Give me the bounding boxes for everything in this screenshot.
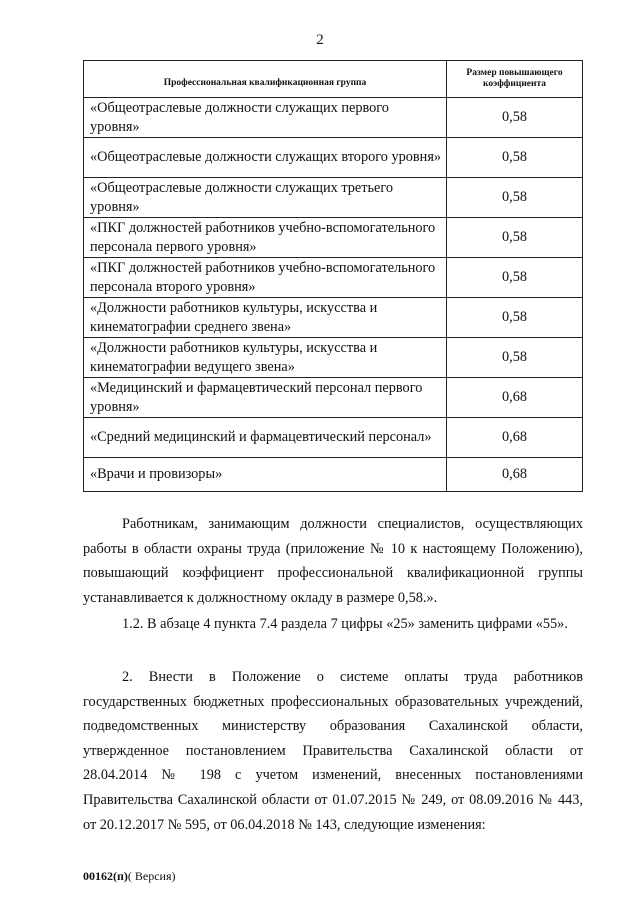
coefficient-cell: 0,58: [447, 138, 583, 178]
coefficient-cell: 0,68: [447, 418, 583, 458]
group-cell: «Врачи и провизоры»: [84, 458, 447, 492]
table-row: [84, 298, 583, 338]
document-code-number: 00162(п): [83, 869, 128, 883]
coefficient-cell: 0,58: [447, 258, 583, 298]
group-cell: «Должности работников культуры, искусства и кинематографии среднего звена»: [84, 298, 447, 338]
document-code: [83, 869, 176, 884]
coefficient-cell: 0,58: [447, 178, 583, 218]
group-cell: «Общеотраслевые должности служащих третьего уровня»: [84, 178, 447, 218]
group-cell: «Средний медицинский и фармацевтический персонал»: [84, 418, 447, 458]
group-cell: «Общеотраслевые должности служащих второго уровня»: [84, 138, 447, 178]
group-cell: «ПКГ должностей работников учебно-вспомогательного персонала второго уровня»: [84, 258, 447, 298]
header-group: Профессиональная квалификационная группа: [84, 61, 447, 98]
paragraph-item-2: 2. Внести в Положение о системе оплаты труда работников государственных бюджетных профессиональных образовательных учреждений, подведомственных министерству образования Сахалинской области, утвержденное постановлением Правительства Сахалинской области от 28.04.2014 № 198 с учетом изменений, внесенных постановлениями Правительства Сахалинской области от 01.07.2015 № 249, от 08.09.2016 № 443, от 20.12.2017 № 595, от 06.04.2018 № 143, следующие изменения:: [83, 669, 583, 833]
document-version: ( Версия): [127, 869, 176, 883]
coefficient-table: [83, 60, 583, 492]
coefficient-cell: 0,58: [447, 338, 583, 378]
table-row: [84, 338, 583, 378]
table-row: [84, 178, 583, 218]
table-row: [84, 418, 583, 458]
table-row: [84, 258, 583, 298]
coefficient-cell: 0,58: [447, 98, 583, 138]
table-header-row: [84, 61, 583, 98]
coefficient-cell: 0,68: [447, 458, 583, 492]
group-cell: «ПКГ должностей работников учебно-вспомогательного персонала первого уровня»: [84, 218, 447, 258]
header-coefficient: Размер повышающего коэффициента: [447, 61, 583, 98]
paragraph-labor-safety: Работникам, занимающим должности специалистов, осуществляющих работы в области охраны труда (приложение № 10 к настоящему Положению), повышающий коэффициент профессиональной квалификационной группы устанавливается к должностному окладу в размере 0,58.».: [83, 516, 583, 606]
group-cell: «Общеотраслевые должности служащих первого уровня»: [84, 98, 447, 138]
table-row: [84, 138, 583, 178]
coefficient-cell: 0,58: [447, 298, 583, 338]
table-row: [84, 378, 583, 418]
table-row: [84, 98, 583, 138]
coefficient-cell: 0,58: [447, 218, 583, 258]
coefficient-cell: 0,68: [447, 378, 583, 418]
table-row: [84, 458, 583, 492]
table-row: [84, 218, 583, 258]
page-number: 2: [316, 32, 324, 48]
group-cell: «Медицинский и фармацевтический персонал первого уровня»: [84, 378, 447, 418]
paragraph-item-1-2: 1.2. В абзаце 4 пункта 7.4 раздела 7 цифры «25» заменить цифрами «55».: [122, 616, 568, 632]
group-cell: «Должности работников культуры, искусства и кинематографии ведущего звена»: [84, 338, 447, 378]
